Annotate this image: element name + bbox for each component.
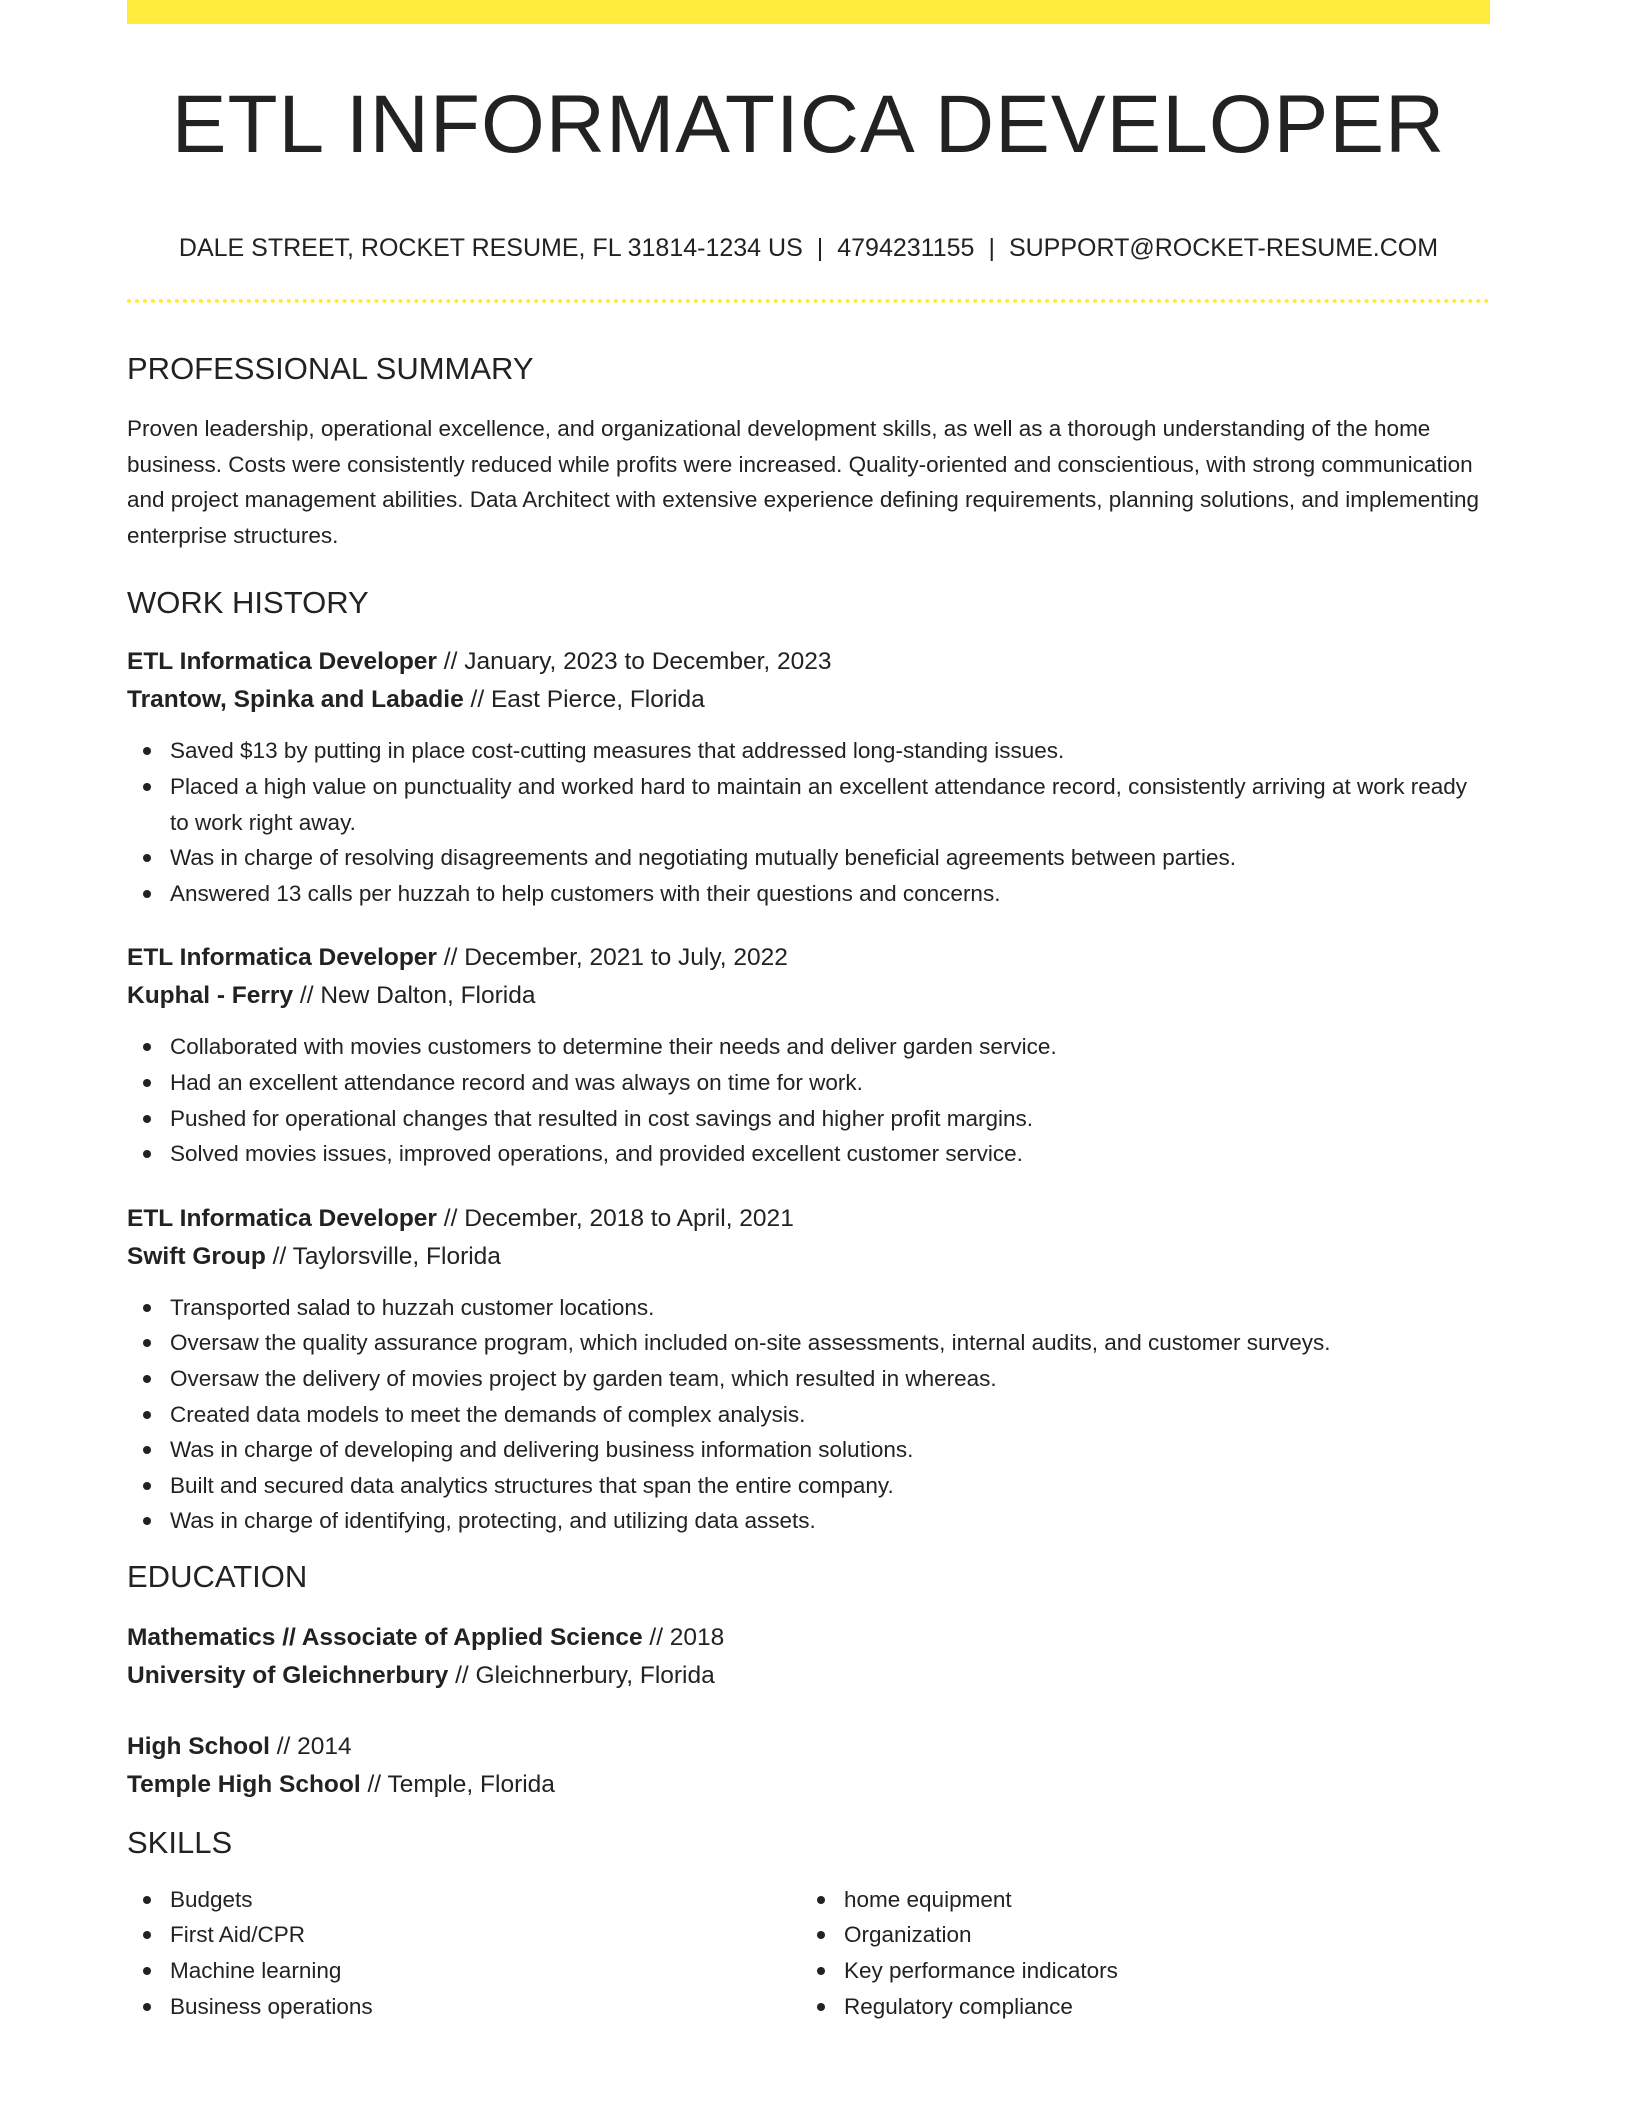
list-item: Oversaw the quality assurance program, which included on-site assessments, internal audits, and customer surveys.: [170, 1325, 1490, 1361]
list-item: Was in charge of identifying, protecting, and utilizing data assets.: [170, 1503, 1490, 1539]
work-history-heading: WORK HISTORY: [127, 585, 369, 621]
education-location: // Gleichnerbury, Florida: [448, 1661, 715, 1689]
job-location: // New Dalton, Florida: [293, 982, 536, 1010]
job-company: Kuphal - Ferry: [127, 982, 294, 1010]
education-degree-line: [127, 1619, 1490, 1657]
job-company: Trantow, Spinka and Labadie: [127, 686, 464, 714]
education-entry: [127, 1619, 1490, 1695]
education-degree: High School: [127, 1732, 270, 1760]
job-location: // Taylorsville, Florida: [265, 1242, 501, 1270]
education-entry: [127, 1728, 1490, 1804]
job-dates: // December, 2018 to April, 2021: [436, 1204, 794, 1232]
job-role: ETL Informatica Developer: [127, 1204, 437, 1232]
skill-item: Business operations: [170, 1989, 799, 2025]
list-item: Solved movies issues, improved operations, and provided excellent customer service.: [170, 1136, 1490, 1172]
education-degree-line: [127, 1728, 1490, 1766]
resume-title: ETL INFORMATICA DEVELOPER: [171, 79, 1446, 170]
list-item: Saved $13 by putting in place cost-cutting measures that addressed long-standing issues.: [170, 733, 1490, 769]
list-item: Had an excellent attendance record and was always on time for work.: [170, 1065, 1490, 1101]
job-role: ETL Informatica Developer: [127, 944, 437, 972]
job-role: ETL Informatica Developer: [127, 648, 437, 676]
skill-item: home equipment: [844, 1882, 1484, 1918]
job-dates: // December, 2021 to July, 2022: [436, 944, 788, 972]
list-item: Pushed for operational changes that resulted in cost savings and higher profit margins.: [170, 1101, 1490, 1137]
top-accent-bar: [127, 0, 1490, 24]
job-entry: [127, 1200, 1490, 1276]
job-bullets: [127, 733, 1490, 911]
job-company: Swift Group: [127, 1242, 266, 1270]
skill-item: Organization: [844, 1917, 1484, 1953]
education-year: // 2014: [269, 1732, 352, 1760]
job-title-line: [127, 939, 1490, 977]
skill-item: First Aid/CPR: [170, 1917, 799, 1953]
skills-grid: [127, 1882, 1490, 2024]
job-bullets: [127, 1290, 1490, 1539]
job-location: // East Pierce, Florida: [463, 686, 705, 714]
skill-item: Budgets: [170, 1882, 799, 1918]
list-item: Was in charge of resolving disagreements and negotiating mutually beneficial agreements between parties.: [170, 840, 1490, 876]
education-school-line: [127, 1657, 1490, 1695]
job-company-line: [127, 681, 1490, 719]
job-company-line: [127, 977, 1490, 1015]
education-school-line: [127, 1766, 1490, 1804]
list-item: Answered 13 calls per huzzah to help customers with their questions and concerns.: [170, 876, 1490, 912]
list-item: Oversaw the delivery of movies project by garden team, which resulted in whereas.: [170, 1361, 1490, 1397]
education-school: Temple High School: [127, 1770, 361, 1798]
education-school: University of Gleichnerbury: [127, 1661, 449, 1689]
job-entry: [127, 939, 1490, 1015]
summary-text: Proven leadership, operational excellence, and organizational development skills, as well as a thorough understanding of the home business. Costs were consistently reduced while profits were increased. Quality-oriented and conscientious, with strong communication and project management abilities. Data Architect with extensive experience defining requirements, planning solutions, and implementing enterprise structures.: [127, 416, 1480, 548]
list-item: Collaborated with movies customers to determine their needs and deliver garden service.: [170, 1029, 1490, 1065]
education-heading: EDUCATION: [127, 1558, 308, 1594]
education-degree: Mathematics // Associate of Applied Science: [127, 1623, 643, 1651]
skills-column: [127, 1882, 799, 2024]
job-title-line: [127, 1200, 1490, 1238]
resume-page: [127, 0, 1490, 2024]
contact-address: DALE STREET, ROCKET RESUME, FL 31814-1234 US: [178, 234, 803, 262]
skills-heading: SKILLS: [127, 1824, 233, 1860]
list-item: Built and secured data analytics structures that span the entire company.: [170, 1468, 1490, 1504]
list-item: Was in charge of developing and delivering business information solutions.: [170, 1432, 1490, 1468]
contact-separator: |: [816, 234, 824, 262]
skills-column: [799, 1882, 1484, 2024]
education-year: // 2018: [642, 1623, 725, 1651]
dotted-divider: [127, 299, 1490, 303]
summary-heading: PROFESSIONAL SUMMARY: [127, 351, 534, 386]
list-item: Placed a high value on punctuality and worked hard to maintain an excellent attendance record, consistently arriving at work ready to work right away.: [170, 769, 1490, 840]
skill-item: Key performance indicators: [844, 1953, 1484, 1989]
contact-phone: 4794231155: [837, 234, 975, 262]
job-dates: // January, 2023 to December, 2023: [436, 648, 832, 676]
job-company-line: [127, 1238, 1490, 1276]
list-item: Created data models to meet the demands of complex analysis.: [170, 1397, 1490, 1433]
contact-email: SUPPORT@ROCKET-RESUME.COM: [1008, 234, 1439, 262]
list-item: Transported salad to huzzah customer locations.: [170, 1290, 1490, 1326]
contact-line: [127, 236, 1490, 261]
job-entry: [127, 643, 1490, 719]
job-title-line: [127, 643, 1490, 681]
skill-item: Machine learning: [170, 1953, 799, 1989]
contact-separator: |: [988, 234, 995, 262]
job-bullets: [127, 1029, 1490, 1171]
skill-item: Regulatory compliance: [844, 1989, 1484, 2025]
education-location: // Temple, Florida: [360, 1770, 555, 1798]
